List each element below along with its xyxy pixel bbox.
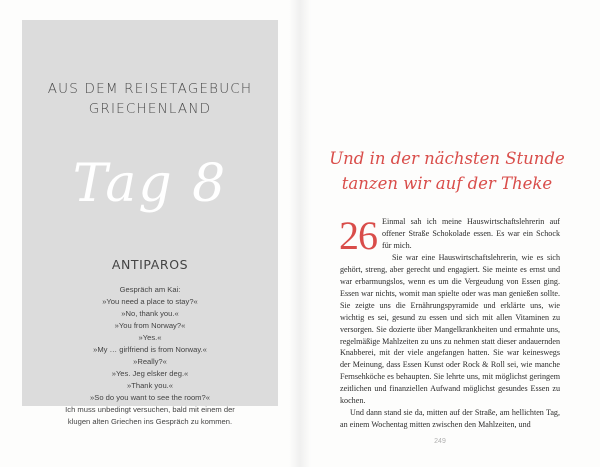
day-title: Tag 8 [72, 154, 228, 214]
chapter-number: 26 [339, 213, 377, 258]
body-paragraph: Einmal sah ich meine Hauswirtschaftslehrerin auf offener Straße Schokolade essen. Es war ein Schock für mich. [382, 217, 560, 250]
body-paragraph: Sie war eine Hauswirtschaftslehrerin, wie es sich gehört, streng, aber gerecht und engagiert. Sie meinte es ernst und war erbarmungslos, wenn es um die Vergeudung von Essen ging. Essen war nichts, womit man spielte oder was man genießen sollte. Sie zeigte uns die Ernährungspyramide und erklärte uns, wie wichtig es sei, gesund zu essen und sich mit allen Vitaminen zu versorgen. Sie dozierte über Mangelkrankheiten und ermahnte uns, regelmäßige Mahlzeiten zu uns zu nehmen statt dieser andauernden Knabberei, mit der viele angefangen hatten. Sie war keineswegs der Meinung, dass Essen Kunst oder Rock & Roll sei, wie manche Fernsehköche es behaupten. Sie lehrte uns, mit möglichst geringem zeitlichen und finanziellen Aufwand möglichst gesundes Essen zu kochen. [340, 252, 560, 406]
dialog-line: Ich muss unbedingt versuchen, bald mit einem der [65, 405, 235, 414]
page-number: 249 [434, 438, 446, 445]
place-name: ANTIPAROS [111, 257, 189, 272]
dialog-line: »No, thank you.« [121, 309, 179, 318]
dialog-line: »Yes.« [138, 333, 162, 342]
dialog-line: »Thank you.« [126, 381, 173, 390]
dialog-line: »Really?« [133, 357, 167, 366]
dialog-line: »You from Norway?« [114, 321, 186, 330]
body-paragraph: Und dann stand sie da, mitten auf der Straße, am hellichten Tag, an einem Wochentag mitten zwischen den Mahlzeiten, und [340, 408, 560, 430]
dialog-line: klugen alten Griechen ins Gespräch zu kommen. [67, 417, 233, 426]
chapter-title-line: Und in der nächsten Stunde [329, 149, 565, 168]
diary-panel [22, 20, 278, 426]
dialog-line: »You need a place to stay?« [102, 297, 198, 306]
dialog-line: Gespräch am Kai: [119, 285, 181, 294]
diary-heading-line: AUS DEM REISETAGEBUCH [47, 81, 253, 97]
chapter-body [339, 213, 560, 431]
diary-heading-line: GRIECHENLAND [88, 101, 212, 117]
dialog-block [22, 284, 278, 428]
dialog-line: »My … girlfriend is from Norway.« [93, 345, 207, 354]
chapter-title [318, 146, 576, 196]
chapter-title-line: tanzen wir auf der Theke [341, 174, 553, 193]
dialog-line: »Yes. Jeg elsker deg.« [111, 369, 189, 378]
dialog-line: »So do you want to see the room?« [90, 393, 210, 402]
diary-heading [22, 79, 278, 119]
book-gutter [289, 0, 311, 467]
